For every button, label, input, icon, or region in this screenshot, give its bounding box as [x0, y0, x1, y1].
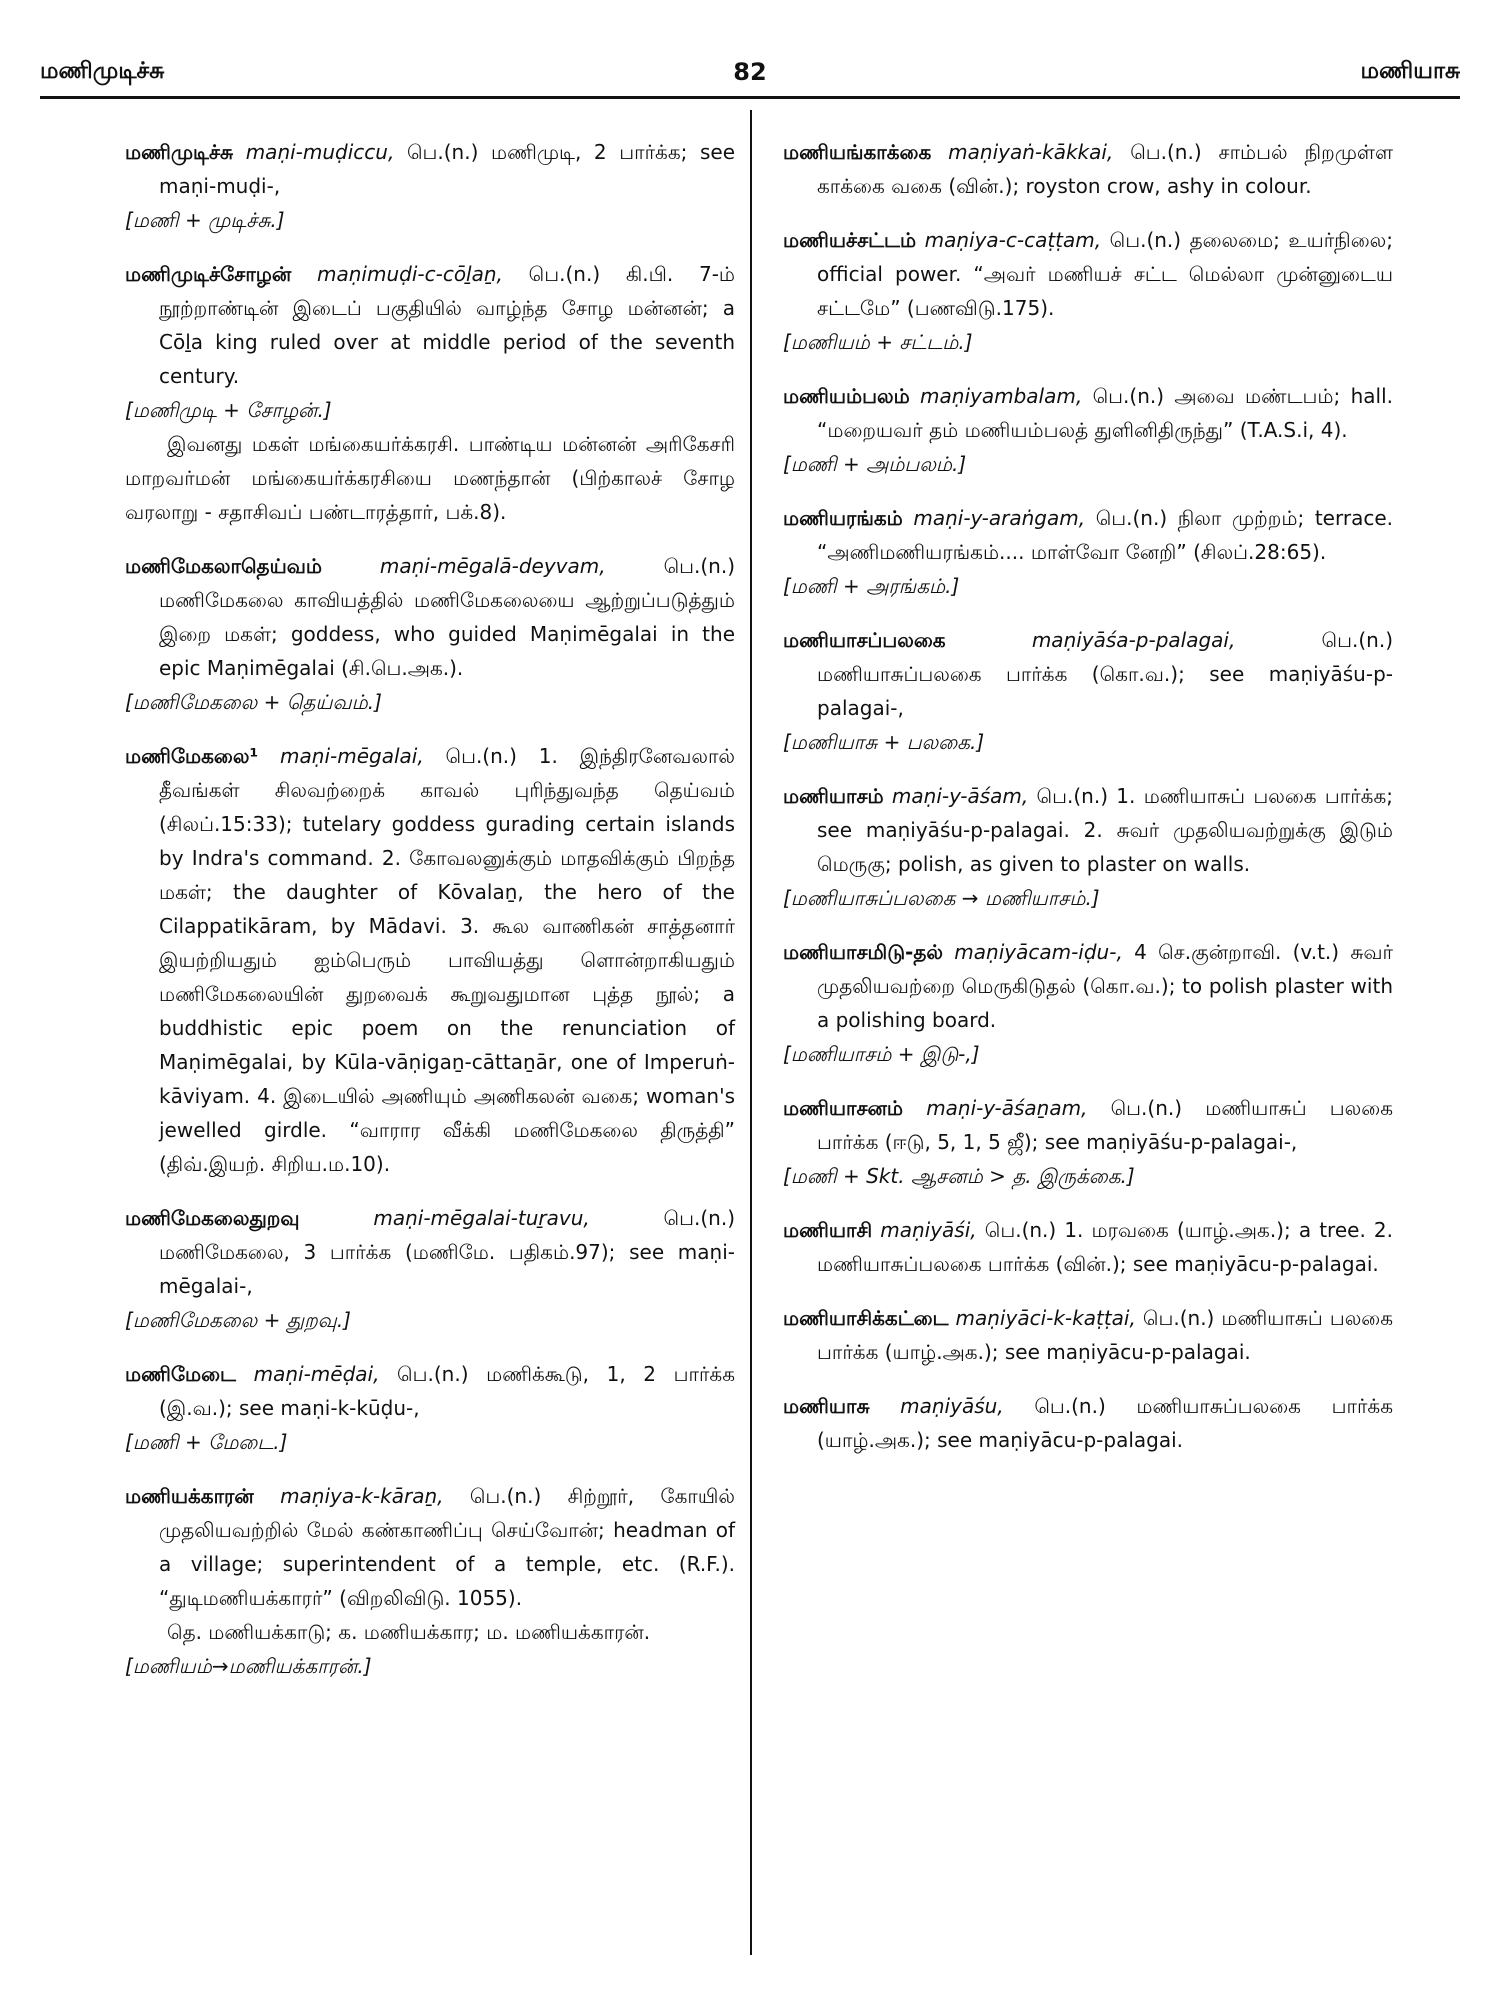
entry-headword: மணியம்பலம் [783, 384, 910, 408]
entry-definition: பெ.(n.) மணியாசுப்பலகை பார்க்க (கொ.வ.); see maṇiyāśu-p-palagai-, [817, 628, 1393, 720]
entry-headword: மணியங்காக்கை [783, 140, 932, 164]
entry-definition: பெ.(n.) 1. மரவகை (யாழ்.அக.); a tree. 2. மணியாசுப்பலகை பார்க்க (வின்.); see maṇiyācu-p-palagai. [817, 1218, 1394, 1276]
entry-etymology: [மணிமேகலை + தெய்வம்.] [125, 690, 382, 714]
dictionary-entry [783, 1389, 1393, 1457]
entry-transliteration: maṇi-muḍiccu, [245, 140, 395, 164]
dictionary-entry [783, 1301, 1393, 1369]
dictionary-entry [125, 1357, 735, 1459]
entry-transliteration: maṇiyāśu, [900, 1394, 1004, 1418]
entry-note: இவனது மகள் மங்கையர்க்கரசி. பாண்டிய மன்னன் அரிகேசரி மாறவர்மன் மங்கையர்க்கரசியை மணந்தான் (பிற்காலச் சோழ வரலாறு - சதாசிவப் பண்டாரத்தார், பக்.8). [125, 432, 735, 524]
entry-transliteration: maṇiyaṅ-kākkai, [948, 140, 1114, 164]
entry-headword: மணியாசப்பலகை [783, 628, 946, 652]
entry-headword: மணியரங்கம் [783, 506, 903, 530]
entry-headword: மணியாசி [783, 1218, 873, 1242]
entry-headword: மணியாசிக்கட்டை [783, 1306, 949, 1330]
entry-definition: பெ.(n.) மணிமுடி, 2 பார்க்க; see maṇi-muḍi-, [159, 140, 735, 198]
entry-etymology: [மணியம் + சட்டம்.] [783, 330, 973, 354]
entry-headword: மணிமேடை [125, 1362, 236, 1386]
entry-definition: பெ.(n.) சிற்றூர், கோயில் முதலியவற்றில் மேல் கண்காணிப்பு செய்வோன்; headman of a village; superintendent of a temple, etc. (R.F.). “துடிமணியக்காரர்” (விறலிவிடு. 1055). [159, 1484, 735, 1610]
dictionary-entry [783, 501, 1393, 603]
dictionary-entry [783, 779, 1393, 915]
header-right-guideword: மணியாசு [1360, 58, 1460, 84]
entry-definition: பெ.(n.) மணியாசுப் பலகை பார்க்க (ஈடு, 5, 1, 5 ஜீ); see maṇiyāśu-p-palagai-, [817, 1096, 1393, 1154]
entry-definition: பெ.(n.) 1. மணியாசுப் பலகை பார்க்க; see maṇiyāśu-p-palagai. 2. சுவர் முதலியவற்றுக்கு இடும் மெருகு; polish, as given to plaster on walls. [817, 784, 1393, 876]
entry-definition: பெ.(n.) சாம்பல் நிறமுள்ள காக்கை வகை (வின்.); royston crow, ashy in colour. [817, 140, 1393, 198]
dictionary-entry [783, 623, 1393, 759]
entry-etymology: [மணியாசுப்பலகை → மணியாசம்.] [783, 886, 1100, 910]
entry-transliteration: maṇiya-c-caṭṭam, [924, 228, 1102, 252]
dictionary-entry [125, 135, 735, 237]
entry-transliteration: maṇi-y-āśaṉam, [926, 1096, 1088, 1120]
entry-definition: பெ.(n.) தலைமை; உயர்நிலை; official power. “அவர் மணியச் சட்ட மெல்லா முன்னுடைய சட்டமே” (பணவிடு.175). [817, 228, 1393, 320]
entry-transliteration: maṇi-mēgalai-tuṟavu, [373, 1206, 590, 1230]
entry-transliteration: maṇi-mēgalā-deyvam, [379, 554, 606, 578]
entry-headword: மணிமேகலை¹ [125, 744, 259, 768]
page-number: 82 [733, 58, 767, 86]
dictionary-entry [783, 1213, 1393, 1281]
entry-definition: 4 செ.குன்றாவி. (v.t.) சுவர் முதலியவற்றை மெருகிடுதல் (கொ.வ.); to polish plaster with a polishing board. [817, 940, 1393, 1032]
header-left-guideword: மணிமுடிச்சு [40, 58, 165, 84]
entry-etymology: [மணியாசு + பலகை.] [783, 730, 985, 754]
dictionary-entry [125, 1479, 735, 1683]
dictionary-entry [783, 935, 1393, 1071]
entry-headword: மணிமுடிச்சோழன் [125, 262, 292, 286]
entry-headword: மணிமேகலைதுறவு [125, 1206, 300, 1230]
dictionary-entry [125, 257, 735, 529]
entry-transliteration: maṇi-mēḍai, [253, 1362, 380, 1386]
dictionary-entry [783, 135, 1393, 203]
entry-transliteration: maṇiyāci-k-kaṭṭai, [955, 1306, 1136, 1330]
entry-transliteration: maṇiyāśa-p-palagai, [1031, 628, 1236, 652]
entry-etymology: [மணி + Skt. ஆசனம் > த. இருக்கை.] [783, 1164, 1135, 1188]
right-column [783, 135, 1393, 1477]
entry-definition: பெ.(n.) மணியாசுப்பலகை பார்க்க (யாழ்.அக.); see maṇiyācu-p-palagai. [817, 1394, 1393, 1452]
entry-headword: மணியக்காரன் [125, 1484, 254, 1508]
left-column [125, 135, 735, 1703]
entry-etymology: [மணி + மேடை.] [125, 1430, 288, 1454]
entry-etymology: [மணி + அரங்கம்.] [783, 574, 960, 598]
page-header [40, 58, 1460, 98]
entry-etymology: [மணியாசம் + இடு-,] [783, 1042, 980, 1066]
entry-headword: மணியாசம் [783, 784, 884, 808]
entry-headword: மணிமுடிச்சு [125, 140, 234, 164]
entry-transliteration: maṇiyācam-iḍu-, [954, 940, 1123, 964]
entry-etymology: [மணியம்→மணியக்காரன்.] [125, 1654, 372, 1678]
entry-etymology: [மணிமுடி + சோழன்.] [125, 398, 332, 422]
dictionary-entry [783, 1091, 1393, 1193]
entry-note: தெ. மணியக்காடு; க. மணியக்கார; ம. மணியக்காரன். [167, 1620, 651, 1644]
entry-definition: பெ.(n.) மணிக்கூடு, 1, 2 பார்க்க (இ.வ.); see maṇi-k-kūḍu-, [159, 1362, 735, 1420]
entry-headword: மணிமேகலாதெய்வம் [125, 554, 322, 578]
entry-definition: பெ.(n.) அவை மண்டபம்; hall. “மறையவர் தம் மணியம்பலத் துளினிதிருந்து” (T.A.S.i, 4). [817, 384, 1394, 442]
entry-transliteration: maṇi-y-araṅgam, [913, 506, 1086, 530]
entry-headword: மணியாசமிடு-தல் [783, 940, 943, 964]
entry-transliteration: maṇiya-k-kāraṉ, [280, 1484, 444, 1508]
entry-transliteration: maṇimuḍi-c-cōḻaṉ, [317, 262, 503, 286]
entry-definition: பெ.(n.) கி.பி. 7-ம் நூற்றாண்டின் இடைப் பகுதியில் வாழ்ந்த சோழ மன்னன்; a Cōḻa king ruled over at middle period of the seventh century. [159, 262, 736, 388]
dictionary-entry [783, 379, 1393, 481]
entry-transliteration: maṇiyambalam, [920, 384, 1083, 408]
entry-headword: மணியச்சட்டம் [783, 228, 917, 252]
entry-definition: பெ.(n.) 1. இந்திரனேவலால் தீவங்கள் சிலவற்றைக் காவல் புரிந்துவந்த தெய்வம் (சிலப்.15:33); tutelary goddess gurading certain islands by Indra's command. 2. கோவலனுக்கும் மாதவிக்கும் பிறந்த மகள்; the daughter of Kōvalaṉ, the hero of the Cilappatikāram, by Mādavi. 3. கூல வாணிகன் சாத்தனார் இயற்றியதும் ஐம்பெரும் பாவியத்து ளொன்றாகியதும் மணிமேகலையின் துறவைக் கூறுவதுமான புத்த நூல்; a buddhistic epic poem on the renunciation of Maṇimēgalai, by Kūla-vāṇigaṉ-cāttaṉār, one of Imperuṅ-kāviyam. 4. இடையில் அணியும் அணிகலன் வகை; woman's jewelled girdle. “வாரார வீக்கி மணிமேகலை திருத்தி” (திவ்.இயற். சிறிய.ம.10). [159, 744, 736, 1176]
entry-etymology: [மணிமேகலை + துறவு.] [125, 1308, 351, 1332]
dictionary-entry [783, 223, 1393, 359]
dictionary-entry [125, 1201, 735, 1337]
dictionary-entry [125, 549, 735, 719]
dictionary-entry [125, 739, 735, 1181]
entry-transliteration: maṇiyāśi, [880, 1218, 977, 1242]
entry-transliteration: maṇi-y-āśam, [891, 784, 1029, 808]
entry-etymology: [மணி + முடிச்சு.] [125, 208, 285, 232]
entry-definition: பெ.(n.) நிலா முற்றம்; terrace. “அணிமணியரங்கம்.... மாள்வோ னேறி” (சிலப்.28:65). [817, 506, 1393, 564]
entry-etymology: [மணி + அம்பலம்.] [783, 452, 967, 476]
entry-definition: பெ.(n.) மணிமேகலை, 3 பார்க்க (மணிமே. பதிகம்.97); see maṇi-mēgalai-, [159, 1206, 735, 1298]
entry-headword: மணியாசனம் [783, 1096, 903, 1120]
entry-headword: மணியாசு [783, 1394, 870, 1418]
column-divider [750, 110, 752, 1955]
header-rule [40, 96, 1460, 99]
entry-transliteration: maṇi-mēgalai, [280, 744, 424, 768]
entry-definition: பெ.(n.) மணியாசுப் பலகை பார்க்க (யாழ்.அக.); see maṇiyācu-p-palagai. [817, 1306, 1394, 1364]
entry-definition: பெ.(n.) மணிமேகலை காவியத்தில் மணிமேகலையை ஆற்றுப்படுத்தும் இறை மகள்; goddess, who guided Maṇimēgalai in the epic Maṇimēgalai (சி.பெ.அக.). [159, 554, 736, 680]
